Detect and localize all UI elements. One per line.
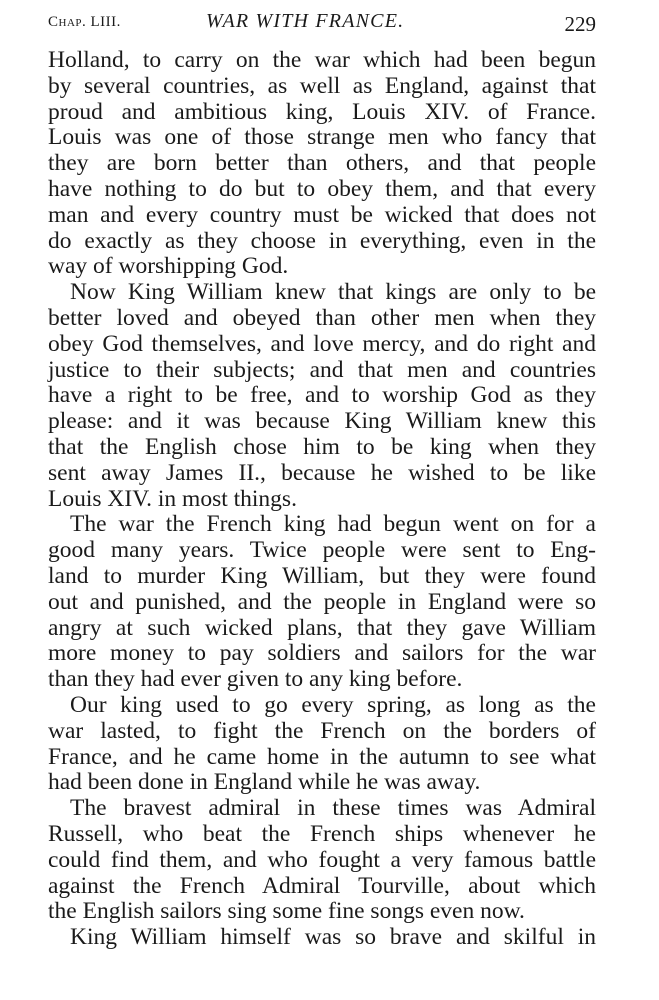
chapter-label: Chap. LIII.: [48, 14, 121, 30]
text-line: Louis was one of those strange men who fancy that: [48, 124, 596, 151]
text-line: have nothing to do but to obey them, and that every: [48, 175, 596, 202]
text-line: that the English chose him to be king when they: [48, 433, 596, 460]
text-line: Holland, to carry on the war which had been begun: [48, 47, 596, 73]
paragraph: [48, 925, 596, 951]
text-line: they are born better than others, and that people: [48, 150, 596, 177]
text-line: Louis XIV. in most things.: [48, 485, 297, 512]
body-text: [48, 48, 596, 951]
paragraph: [48, 512, 596, 693]
running-head: [48, 10, 596, 40]
paragraph: [48, 48, 596, 280]
paragraph: [48, 796, 596, 925]
text-line: The bravest admiral in these times was Admiral: [70, 795, 596, 822]
text-line: proud and ambitious king, Louis XIV. of France.: [48, 98, 596, 125]
text-line: the English sailors sing some fine songs even now.: [48, 898, 525, 925]
text-line: land to murder King William, but they were found: [48, 562, 596, 589]
text-line: obey God themselves, and love mercy, and do right and: [48, 330, 596, 357]
text-line: Now King William knew that kings are only to be: [70, 279, 596, 306]
text-line: better loved and obeyed than other men when they: [48, 304, 596, 331]
text-line: out and punished, and the people in England were so: [48, 588, 596, 615]
text-line: do exactly as they choose in everything, even in the: [48, 227, 596, 254]
text-line: have a right to be free, and to worship God as they: [48, 382, 596, 409]
text-line: France, and he came home in the autumn to see what: [48, 743, 596, 770]
paragraph: [48, 693, 596, 796]
text-line: Our king used to go every spring, as long as the: [70, 691, 596, 718]
paragraph: [48, 280, 596, 512]
text-line: Russell, who beat the French ships whenever he: [48, 820, 596, 847]
text-line: war lasted, to fight the French on the borders of: [48, 717, 596, 744]
text-line: had been done in England while he was away.: [48, 769, 481, 796]
text-line: justice to their subjects; and that men and countries: [48, 356, 596, 383]
text-line: The war the French king had begun went on for a: [70, 511, 596, 538]
page-number: 229: [564, 12, 596, 36]
text-line: angry at such wicked plans, that they gave William: [48, 614, 596, 641]
text-line: way of worshipping God.: [48, 253, 289, 280]
running-title: WAR WITH FRANCE.: [206, 10, 405, 32]
text-line: please: and it was because King William knew this: [48, 408, 596, 435]
text-line: against the French Admiral Tourville, about which: [48, 872, 596, 899]
text-line: man and every country must be wicked that does not: [48, 201, 596, 228]
text-line: more money to pay soldiers and sailors for the war: [48, 640, 596, 667]
text-line: sent away James II., because he wished to be like: [48, 459, 596, 486]
text-line: King William himself was so brave and skilful in: [70, 924, 596, 951]
text-line: good many years. Twice people were sent to Eng-: [48, 537, 596, 564]
text-line: than they had ever given to any king before.: [48, 666, 463, 693]
text-line: by several countries, as well as England, against that: [48, 72, 596, 99]
text-line: could find them, and who fought a very famous battle: [48, 846, 596, 873]
